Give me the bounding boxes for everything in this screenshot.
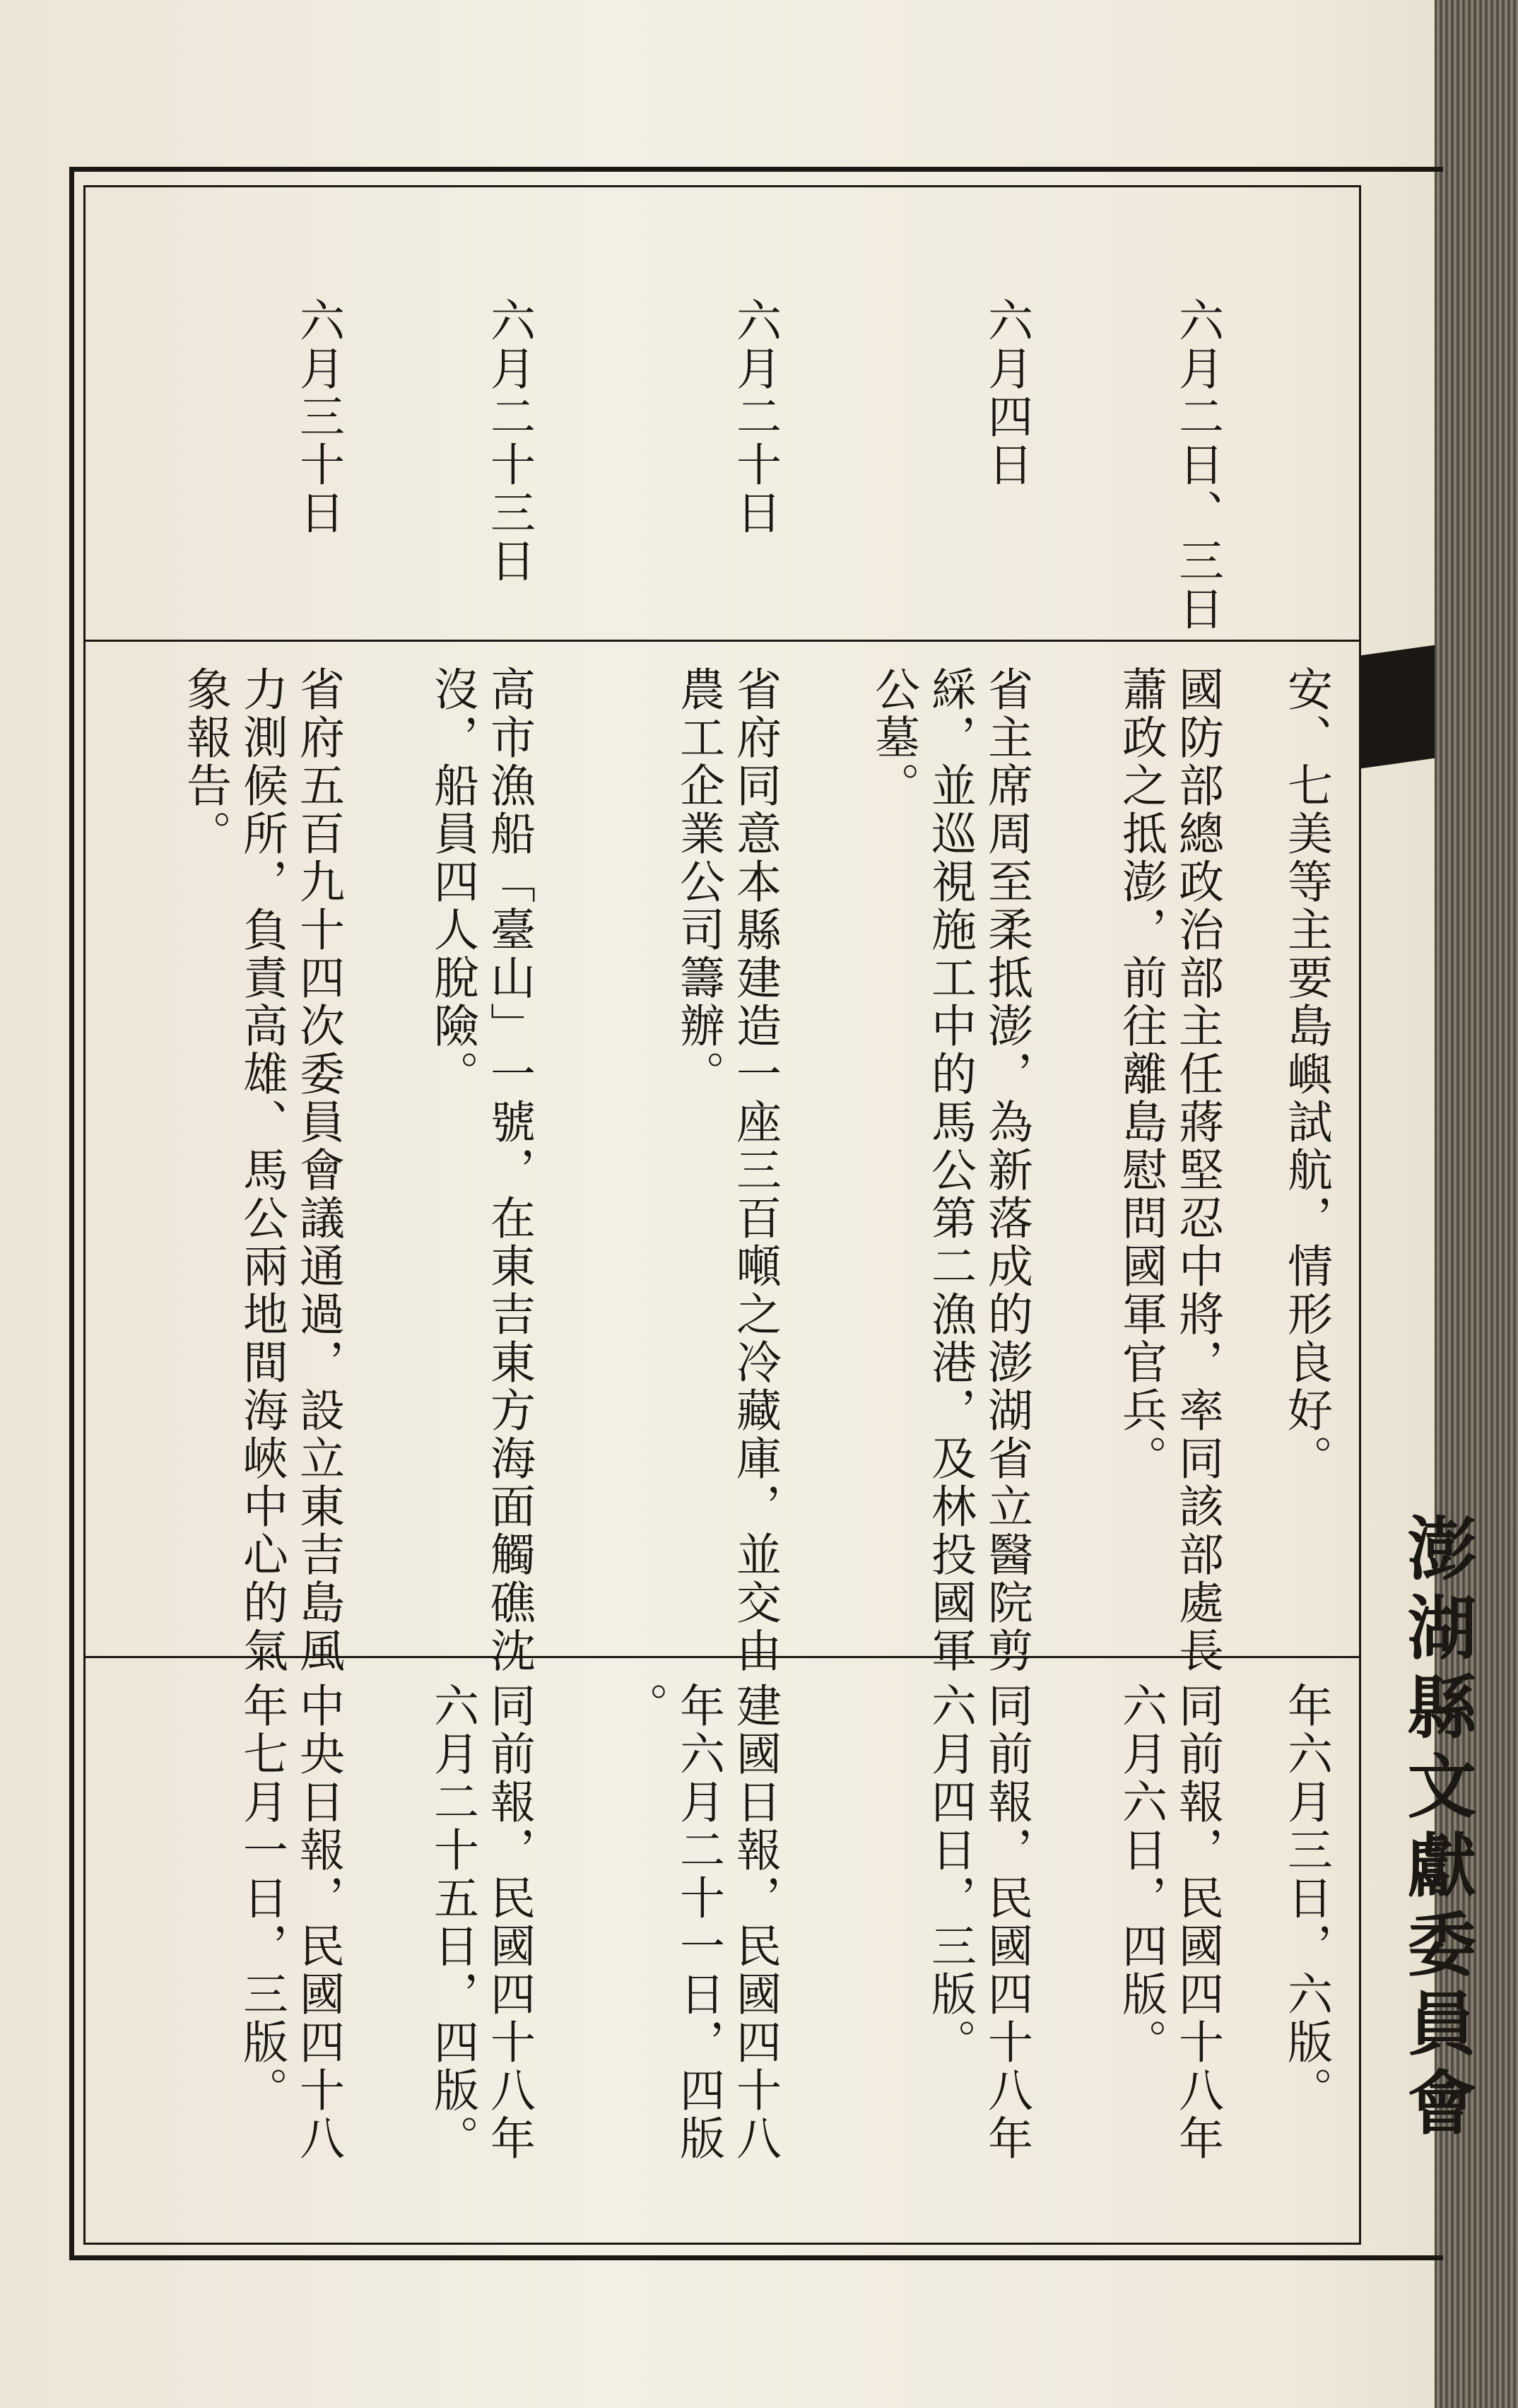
entry-4-source-line-1: 同前報，民國四十八年 <box>483 1682 535 2163</box>
entry-2-date: 六月四日 <box>980 297 1032 489</box>
entry-3-event-line-1: 省府同意本縣建造一座三百噸之冷藏庫，並交由 <box>729 666 781 1675</box>
entry-5-event-line-3: 象報告。 <box>179 666 231 858</box>
entry-3-date: 六月二十日 <box>729 297 781 537</box>
entry-1-event-line-1: 國防部總政治部主任蔣堅忍中將，率同該部處長 <box>1171 666 1223 1675</box>
side-marker <box>1361 645 1435 769</box>
entry-0-source: 年六月三日，六版。 <box>1280 1682 1332 2115</box>
entry-3-source-line-2: 年六月二十一日，四版 <box>672 1682 724 2163</box>
entry-4-source-line-2: 六月二十五日，四版。 <box>426 1682 478 2163</box>
entry-0-event-line-1: 安、七美等主要島嶼試航，情形良好。 <box>1280 666 1332 1483</box>
entry-2-source-line-1: 同前報，民國四十八年 <box>980 1682 1032 2163</box>
entry-5-event-line-2: 力測候所，負責高雄、馬公兩地間海峽中心的氣 <box>235 666 288 1675</box>
entry-1-source-line-1: 同前報，民國四十八年 <box>1171 1682 1223 2163</box>
publisher-header: 澎湖縣文獻委員會 <box>1396 1513 1477 2146</box>
entry-3-event-line-2: 農工企業公司籌辦。 <box>672 666 724 1098</box>
entry-2-event-line-1: 省主席周至柔抵澎，為新落成的澎湖省立醫院剪 <box>980 666 1032 1675</box>
entry-5-source-line-1: 中央日報，民國四十八 <box>292 1682 344 2163</box>
entry-4-event-line-2: 沒，船員四人脫險。 <box>426 666 478 1098</box>
entry-1-date: 六月二日、三日 <box>1171 297 1223 633</box>
entry-4-date: 六月二十三日 <box>483 297 535 585</box>
entry-3-source-line-1: 建國日報，民國四十八 <box>729 1682 781 2163</box>
entry-5-source-line-2: 年七月一日，三版。 <box>235 1682 288 2115</box>
entry-2-event-line-3: 公墓。 <box>867 666 919 810</box>
entry-3-source-line-3: 。 <box>616 1682 668 1730</box>
entry-4-event-line-1: 高市漁船「臺山」一號，在東吉東方海面觸礁沈 <box>483 666 535 1675</box>
entry-5-event-line-1: 省府五百九十四次委員會議通過，設立東吉島風 <box>292 666 344 1675</box>
entry-2-source-line-2: 六月四日，三版。 <box>924 1682 976 2067</box>
entry-1-source-line-2: 六月六日，四版。 <box>1114 1682 1167 2067</box>
entry-5-date: 六月三十日 <box>292 297 344 537</box>
entry-1-event-line-2: 蕭政之抵澎，前往離島慰問國軍官兵。 <box>1114 666 1167 1483</box>
entry-2-event-line-2: 綵，並巡視施工中的馬公第二漁港，及林投國軍 <box>924 666 976 1675</box>
divider-date-event <box>83 640 1361 642</box>
